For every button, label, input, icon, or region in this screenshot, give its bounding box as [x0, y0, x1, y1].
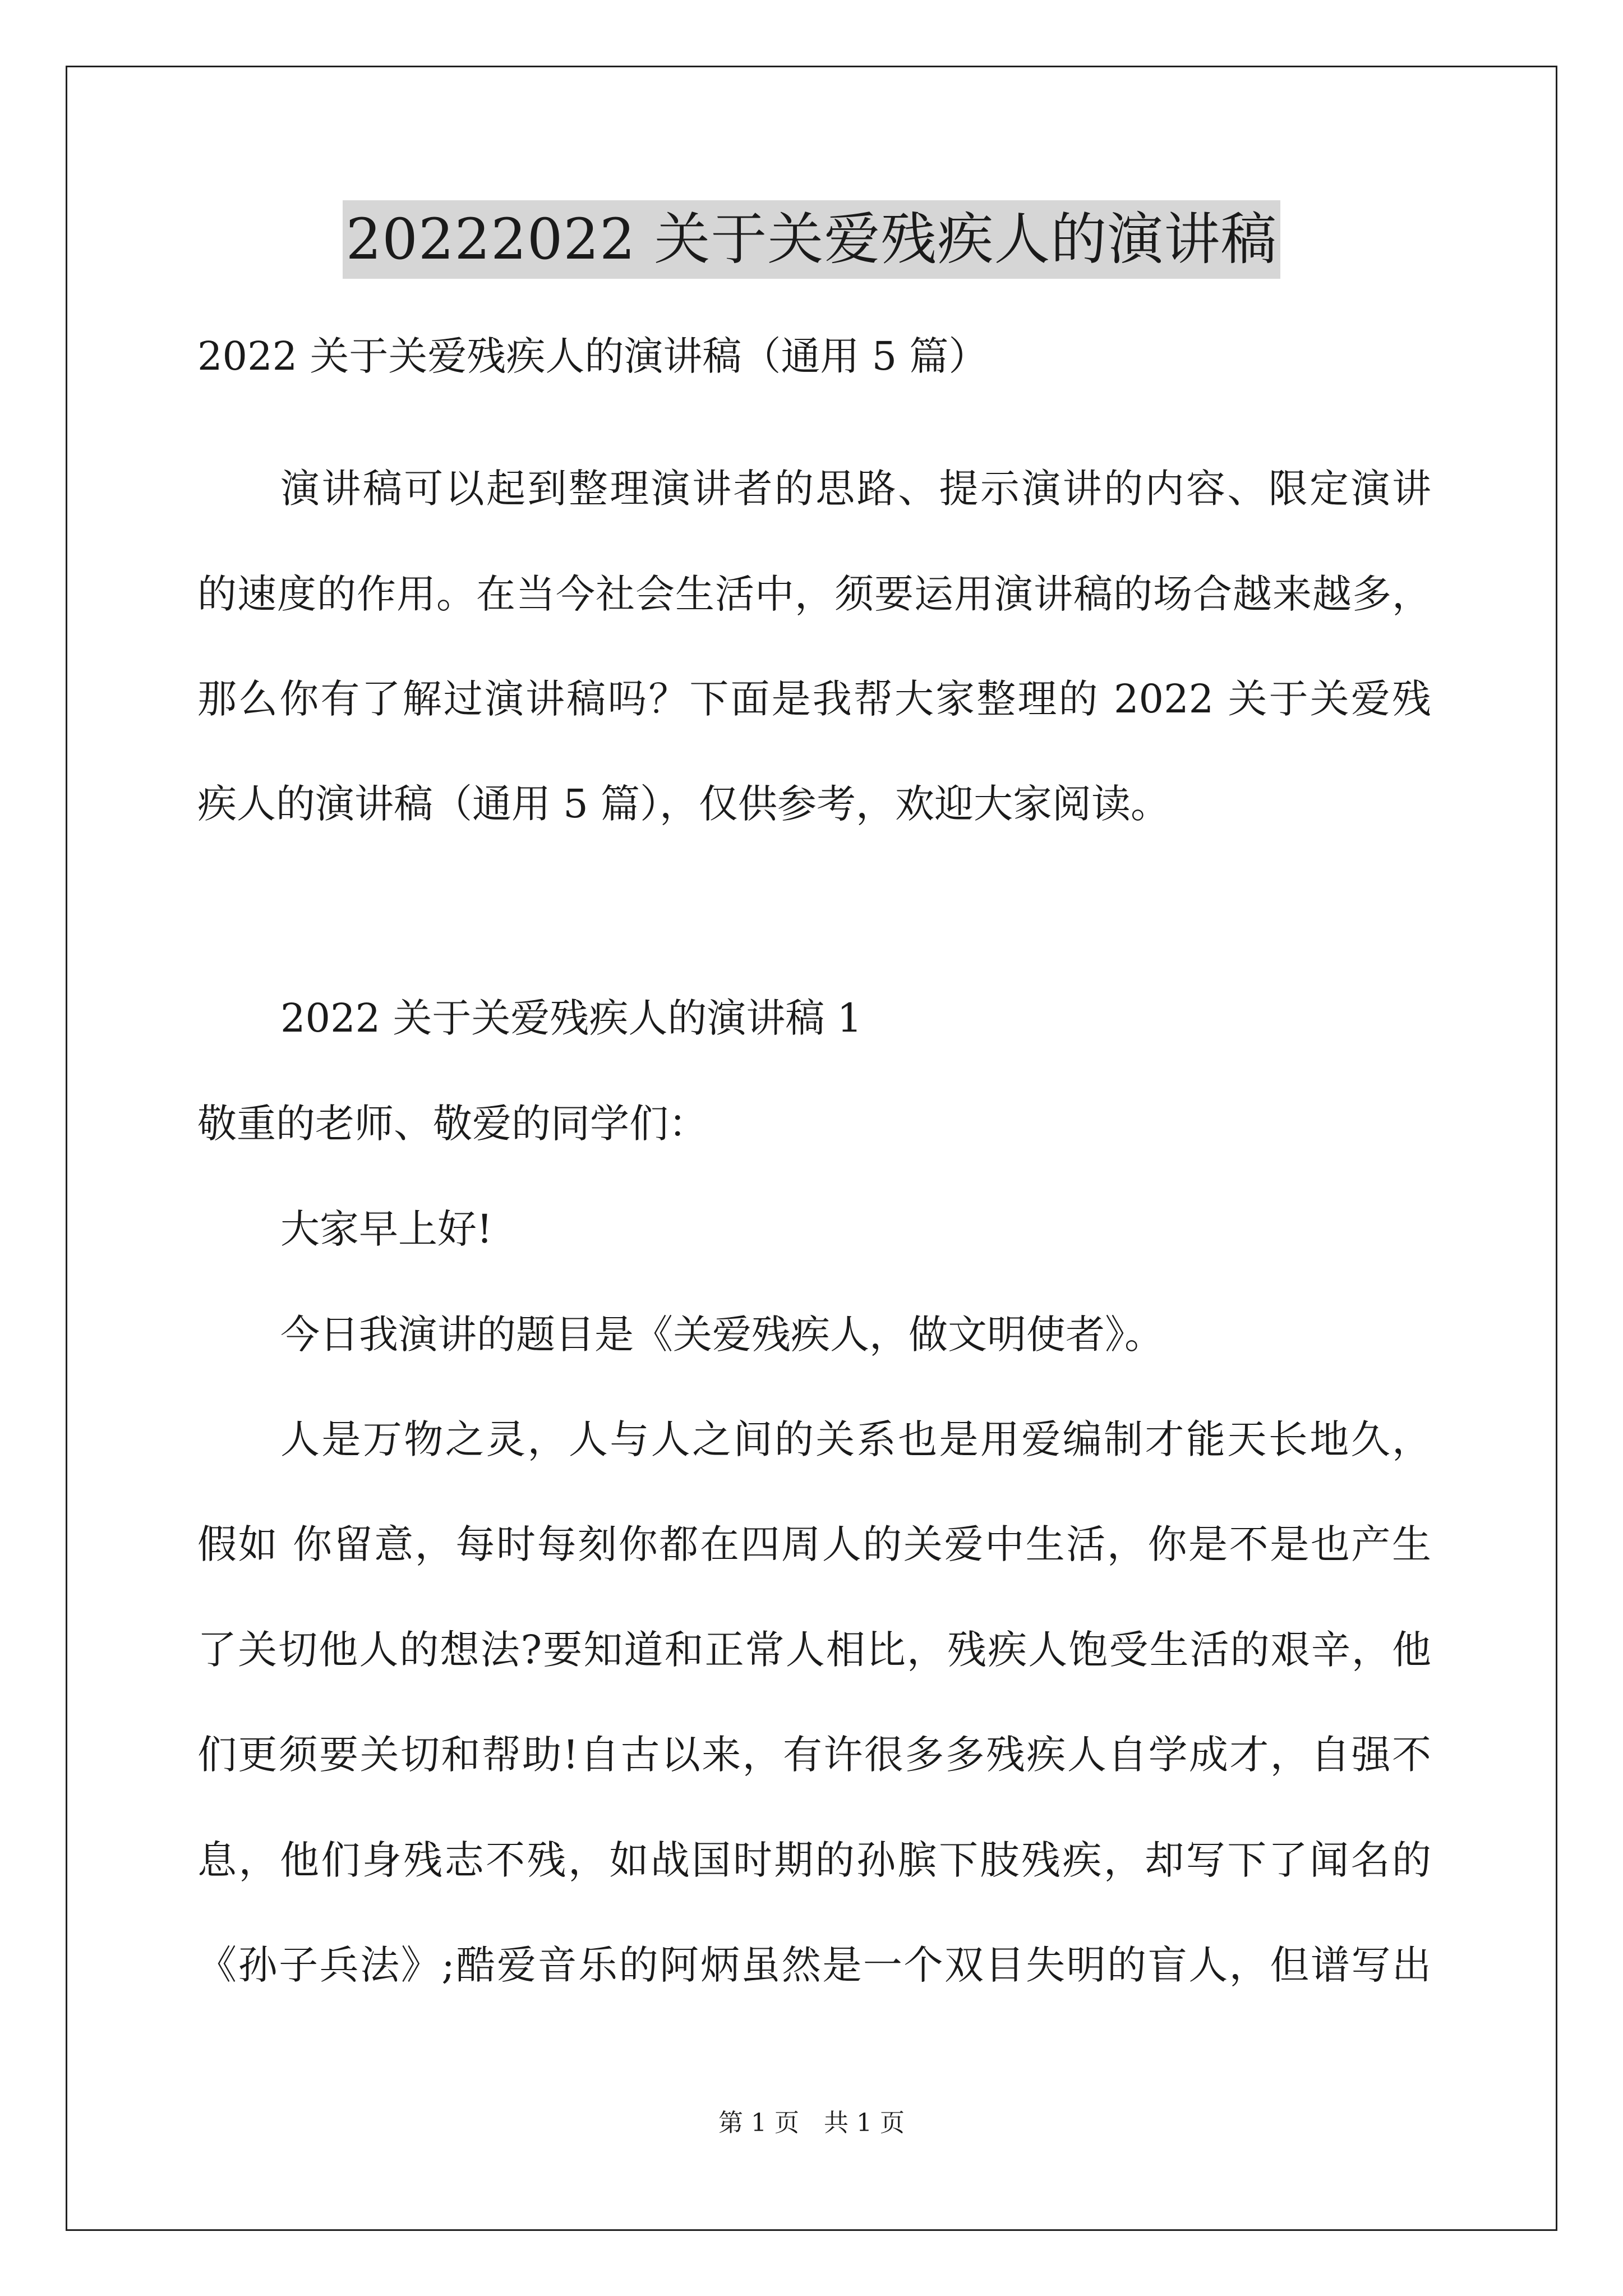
salutation: 敬重的老师、敬爱的同学们：: [197, 1101, 708, 1147]
page-number: 第 1 页: [718, 2109, 799, 2137]
intro-line-4: 疾人的演讲稿（通用 5 篇），仅供参考，欢迎大家阅读。: [197, 781, 1170, 827]
speech-topic: 今日我演讲的题目是《关爱残疾人，做文明使者》。: [280, 1312, 1164, 1358]
intro-line-1: 演讲稿可以起到整理演讲者的思路、提示演讲的内容、限定演讲: [280, 466, 1431, 512]
page-footer: [0, 2106, 1623, 2140]
intro-line-3: 那么你有了解过演讲稿吗？下面是我帮大家整理的 2022 关于关爱残: [197, 676, 1431, 722]
section-heading: 2022 关于关爱残疾人的演讲稿 1: [280, 995, 863, 1041]
page-total: 共 1 页: [824, 2109, 905, 2137]
body-line-3: 了关切他人的想法?要知道和正常人相比，残疾人饱受生活的艰辛，他: [197, 1627, 1431, 1673]
body-line-2: 假如 你留意，每时每刻你都在四周人的关爱中生活，你是不是也产生: [197, 1521, 1431, 1567]
subtitle-line: 2022 关于关爱残疾人的演讲稿（通用 5 篇）: [197, 333, 988, 379]
body-line-4: 们更须要关切和帮助!自古以来，有许很多多残疾人自学成才，自强不: [197, 1732, 1431, 1778]
title-container: [0, 200, 1623, 279]
greeting: 大家早上好!: [280, 1206, 493, 1252]
body-line-5: 息，他们身残志不残，如战国时期的孙膑下肢残疾，却写下了闻名的: [197, 1837, 1431, 1883]
document-title: 20222022 关于关爱残疾人的演讲稿: [343, 200, 1281, 279]
body-line-6: 《孙子兵法》;酷爱音乐的阿炳虽然是一个双目失明的盲人，但谱写出: [197, 1942, 1431, 1988]
intro-line-2: 的速度的作用。在当今社会生活中，须要运用演讲稿的场合越来越多，: [197, 571, 1431, 617]
body-line-1: 人是万物之灵，人与人之间的关系也是用爱编制才能天长地久，: [280, 1416, 1431, 1462]
